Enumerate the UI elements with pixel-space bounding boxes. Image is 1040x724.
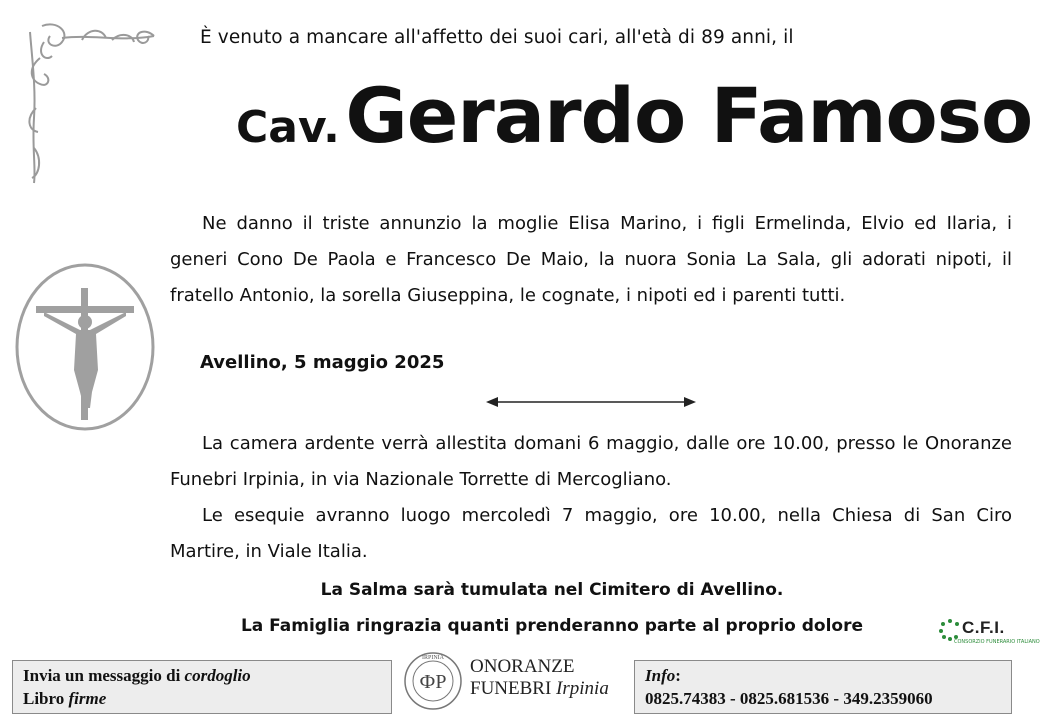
- guestbook-prefix: Libro: [23, 689, 65, 708]
- seal-text: IRPINIA: [422, 655, 444, 661]
- condolence-prefix: Invia un messaggio di: [23, 666, 181, 685]
- guestbook-word: firme: [68, 689, 107, 708]
- condolence-box[interactable]: [12, 660, 392, 714]
- wake-paragraph: [170, 426, 1012, 498]
- corner-ornament-icon: [22, 18, 162, 188]
- info-label-text: Info: [645, 666, 676, 685]
- full-name: Gerardo Famoso: [345, 71, 1033, 160]
- phone-numbers[interactable]: 0825.74383 - 0825.681536 - 349.2359060: [645, 689, 933, 708]
- brand-line2-a: FUNEBRI: [470, 678, 552, 699]
- brand-line1: ONORANZE: [470, 656, 575, 677]
- intro-text: È venuto a mancare all'affetto dei suoi cari, all'età di 89 anni, il: [200, 27, 794, 48]
- info-label: Info:: [645, 666, 681, 685]
- honorific-title: Cav.: [236, 102, 340, 153]
- cfi-tagline: CONSORZIO FUNERARIO ITALIANO: [954, 639, 1040, 645]
- guestbook-link[interactable]: [23, 689, 106, 709]
- condolence-word: cordoglio: [184, 666, 251, 685]
- arrow-divider-icon: [486, 394, 696, 410]
- deceased-name: [236, 71, 1033, 160]
- announcement-text: Ne danno il triste annunzio la moglie Elisa Marino, i figli Ermelinda, Elvio ed Ilaria, i generi Cono De Paola e Francesco De Maio, la nuora Sonia La Sala, gli adorati nipoti, il fratello Antonio, la sorella Giuseppina, le cognate, i nipoti ed i parenti tutti.: [170, 213, 1012, 306]
- brand-line2: [470, 678, 609, 700]
- funeral-home-name: [470, 656, 609, 700]
- svg-text:ФР: ФР: [419, 671, 447, 693]
- brand-line2-b: Irpinia: [556, 678, 609, 699]
- cfi-logo: [938, 618, 1040, 650]
- announcement-paragraph: [170, 206, 1012, 314]
- condolence-link[interactable]: [23, 666, 251, 686]
- family-thanks: La Famiglia ringrazia quanti prenderanno parte al proprio dolore: [240, 616, 864, 636]
- funeral-home-seal-icon: [402, 647, 464, 713]
- burial-note: La Salma sarà tumulata nel Cimitero di Avellino.: [320, 580, 784, 600]
- crucifix-icon: [14, 262, 156, 432]
- place-date: Avellino, 5 maggio 2025: [200, 352, 445, 373]
- funeral-paragraph: [170, 498, 1012, 570]
- wake-text: La camera ardente verrà allestita domani 6 maggio, dalle ore 10.00, presso le Onoranze Funebri Irpinia, in via Nazionale Torrette di Mercogliano.: [170, 433, 1012, 490]
- info-box: [634, 660, 1012, 714]
- funeral-text: Le esequie avranno luogo mercoledì 7 maggio, ore 10.00, nella Chiesa di San Ciro Martire, in Viale Italia.: [170, 505, 1012, 562]
- cfi-logo-text: C.F.I.: [962, 618, 1005, 637]
